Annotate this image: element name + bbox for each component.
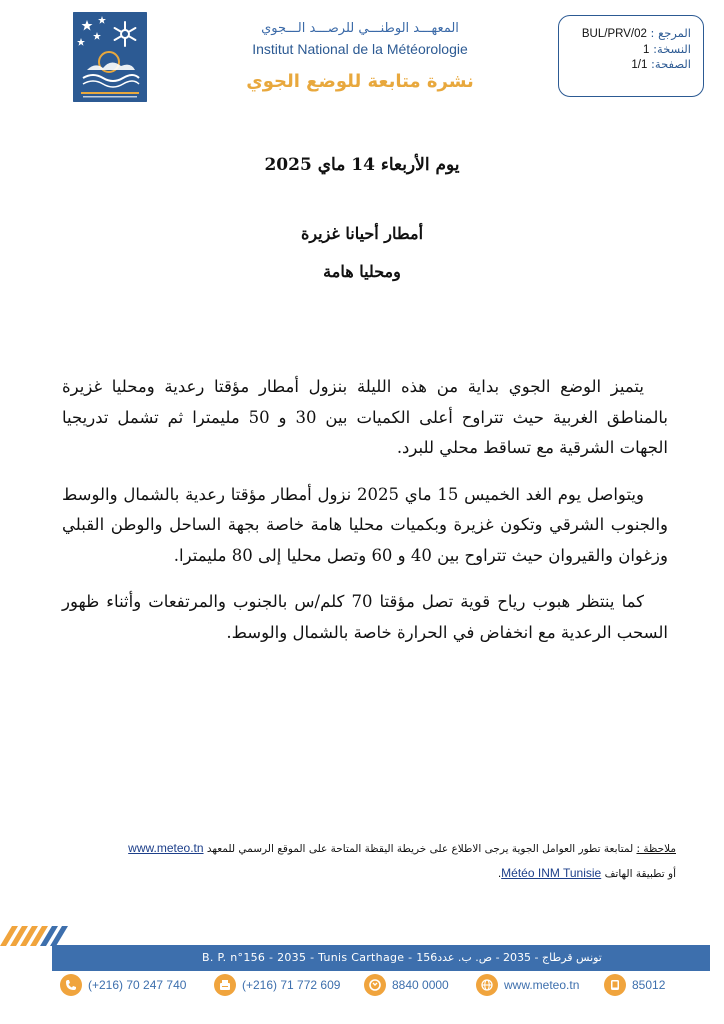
page-value: 1/1 (631, 59, 648, 71)
note-label: ملاحظة : (636, 843, 676, 855)
contact-sms-text: 85012 (632, 977, 666, 992)
website-link[interactable]: www.meteo.tn (128, 841, 204, 855)
headline-line-1: أمطار أحيانا غزيرة (300, 224, 424, 243)
contact-website (476, 972, 579, 997)
note-line-1 (100, 836, 676, 861)
contact-website-text: www.meteo.tn (504, 977, 580, 992)
page-line (571, 57, 691, 73)
contact-sms (604, 972, 665, 997)
reference-line (571, 26, 691, 42)
body-paragraph-3: كما ينتظر هبوب رياح قوية تصل مؤقتا 70 كلم/س بالجنوب والمرتفعات وأثناء ظهور السحب الرعدية مع انخفاض في الحرارة خاصة بالشمال والوسط. (62, 592, 668, 642)
contact-hotline (364, 972, 449, 997)
note-text: لمتابعة تطور العوامل الجوية يرجى الاطلاع على خريطة اليقظة المتاحة على الموقع الرسمي للمعهد (206, 843, 634, 855)
org-name-french: Institut National de la Météorologie (252, 41, 468, 57)
sms-icon (604, 974, 626, 996)
note-app-text: أو تطبيقة الهاتف (604, 868, 676, 880)
copy-value: 1 (643, 43, 650, 56)
body-paragraph-2: ويتواصل يوم الغد الخميس 15 ماي 2025 نزول أمطار مؤقتا رعدية بالشمال والوسط والجنوب الشرقي وتكون غزيرة وبكميات محليا هامة خاصة بجهة الساحل والوطن القبلي وزغوان والقيروان حيث تتراوح بين 40 و 60 وتصل محليا إلى 80 مليمترا. (62, 484, 668, 565)
contact-hotline-text: 8840 0000 (392, 977, 449, 992)
bulletin-body (62, 372, 668, 664)
headline (0, 215, 724, 291)
body-paragraph-1: يتميز الوضع الجوي بداية من هذه الليلة بنزول أمطار مؤقتا رعدية ومحليا غزيرة بالمناطق الغربية حيث تتراوح أعلى الكميات بين 30 و 50 مليمترا ثم تشمل تدريجيا الجهات الشرقية مع تساقط محلي للبرد. (62, 377, 668, 457)
contact-phone-text: (+216) 70 247 740 (88, 977, 187, 992)
footer-address-bar: B. P. n°156 - 2035 - Tunis Carthage - تونس قرطاج - 2035 - ص. ب. عدد156 (52, 945, 710, 971)
note-line-2: أو تطبيقة الهاتف Météo INM Tunisie. (497, 866, 676, 880)
copy-label: النسخة: (653, 41, 691, 56)
contact-fax-text: (+216) 71 772 609 (242, 977, 341, 992)
page-label: الصفحة: (651, 57, 691, 71)
header-organization (220, 20, 500, 94)
phone-icon (60, 974, 82, 996)
org-name-arabic: المعهـــد الوطنـــي للرصـــد الـــجوي (261, 21, 459, 36)
app-link[interactable]: Météo INM Tunisie (501, 866, 602, 880)
institute-logo (73, 12, 147, 102)
headline-line-2: ومحليا هامة (323, 262, 401, 281)
reference-box (558, 15, 704, 97)
footer-stripes-decoration (0, 918, 724, 948)
footer-contacts (0, 972, 724, 997)
copy-line (571, 42, 691, 58)
reference-value: BUL/PRV/02 (581, 28, 647, 40)
contact-fax (214, 972, 340, 997)
note (100, 836, 676, 886)
bulletin-title: نشرة متابعة للوضع الجوي (246, 71, 474, 92)
date-title: يوم الأربعاء 14 ماي 2025 (264, 155, 460, 175)
reference-label: المرجع : (650, 26, 691, 40)
fax-icon (214, 974, 236, 996)
globe-icon (476, 974, 498, 996)
hotline-icon (364, 974, 386, 996)
contact-phone (60, 972, 186, 997)
